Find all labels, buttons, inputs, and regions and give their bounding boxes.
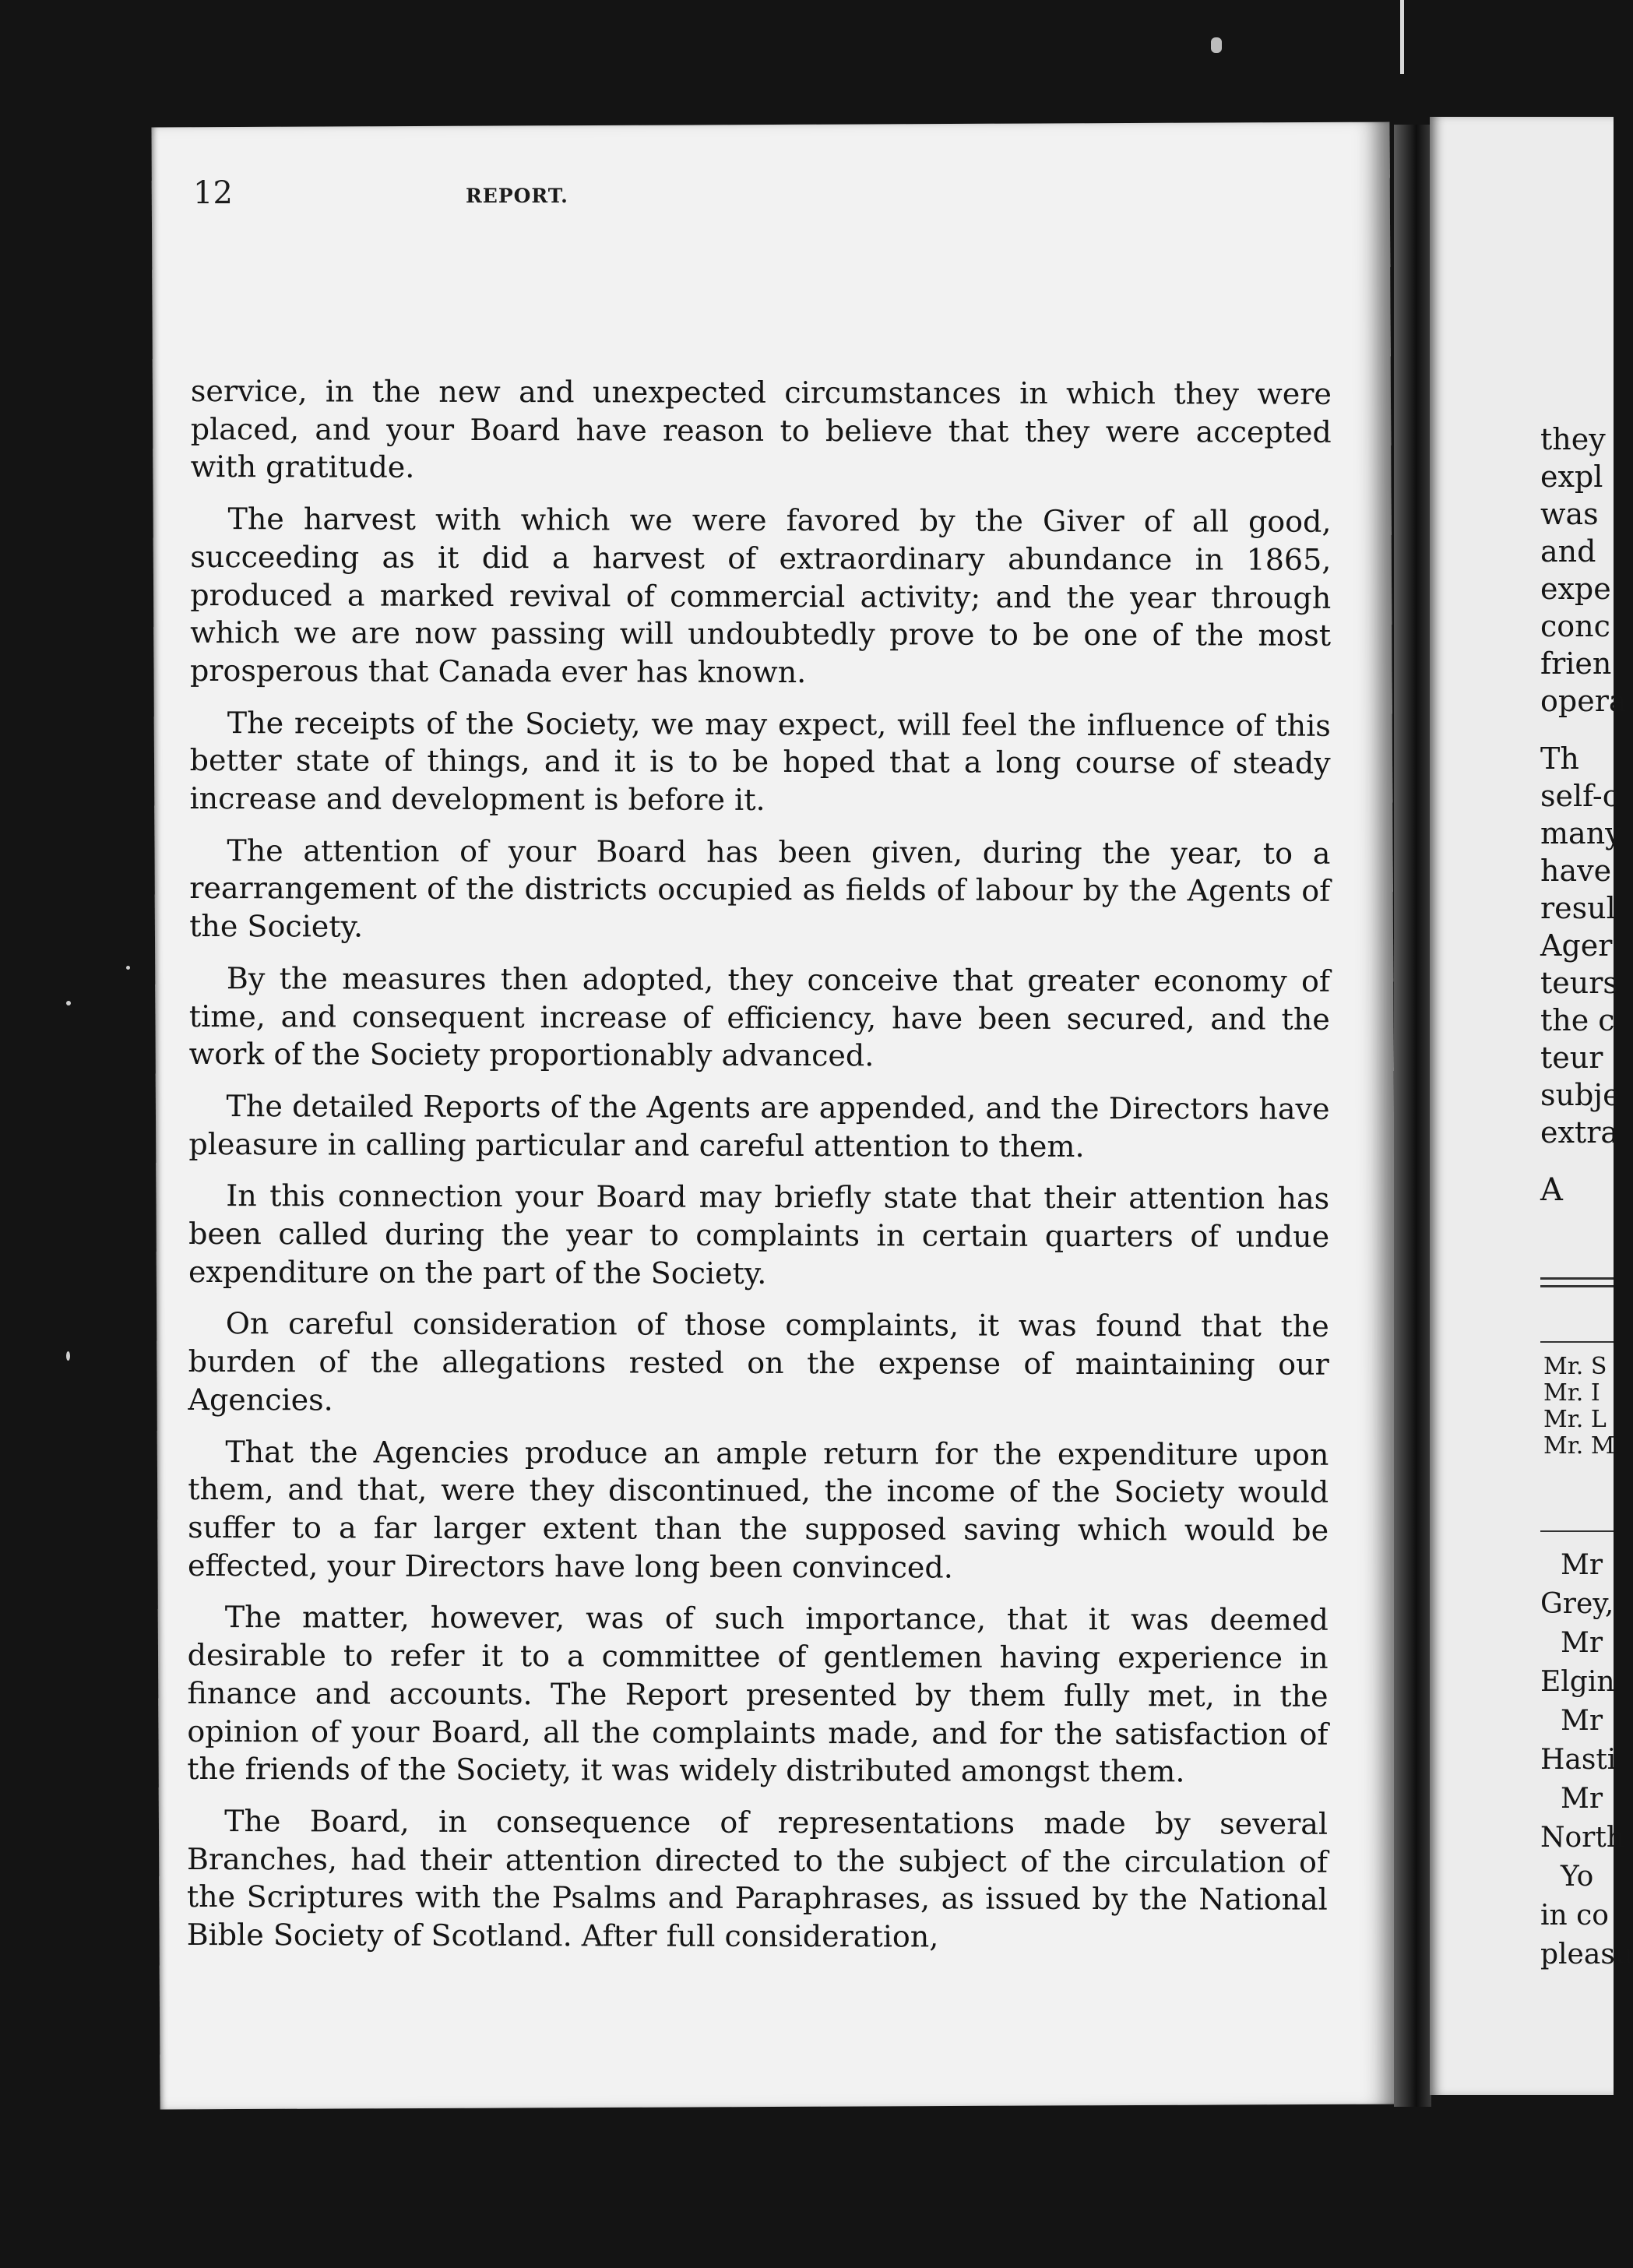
paragraph: That the Agencies produce an ample return for the expenditure upon them, and that, were they discontinued, the income of the Society would suffer to a far larger extent than the supposed saving which would be effected, your Directors have long been convinced.	[187, 1434, 1329, 1585]
right-line: and	[1540, 534, 1596, 569]
paragraph: The receipts of the Society, we may expect, will feel the influence of this better state of things, and it is to be hoped that a long course of steady increase and development is before it.	[189, 705, 1331, 817]
right-line: Elgin	[1540, 1666, 1615, 1698]
table-rule	[1540, 1285, 1614, 1287]
paragraph: On careful consideration of those complaints, it was found that the burden of the allegations rested on the expense of maintaining our Agencies.	[188, 1306, 1329, 1418]
right-heading: A	[1540, 1172, 1563, 1208]
paragraph: By the measures then adopted, they conceive that greater economy of time, and consequent increase of efficiency, have been secured, and the work of the Society proportionably advanced.	[188, 960, 1331, 1073]
right-line: Mr	[1561, 1783, 1603, 1815]
running-head: REPORT.	[466, 185, 568, 207]
right-line: North	[1540, 1822, 1625, 1854]
dust-speck	[66, 1351, 70, 1361]
table-rule	[1540, 1341, 1614, 1343]
right-line: was	[1540, 497, 1599, 531]
right-line: Hasti	[1540, 1744, 1617, 1776]
paragraph: The attention of your Board has been given, during the year, to a rearrangement of the districts occupied as fields of labour by the Agents of the Society.	[189, 833, 1331, 944]
page-number: 12	[193, 175, 233, 211]
list-item: Mr. S	[1543, 1353, 1607, 1380]
right-line: have	[1540, 854, 1612, 888]
right-line: Mr	[1561, 1549, 1603, 1581]
right-line: subje	[1540, 1078, 1621, 1112]
right-line: pleasu	[1540, 1939, 1633, 1970]
right-line: expe	[1540, 572, 1611, 606]
right-line: Grey,	[1540, 1588, 1614, 1620]
right-line: extra	[1540, 1115, 1619, 1150]
list-item: Mr. L	[1543, 1406, 1607, 1433]
paragraph: The matter, however, was of such importance, that it was deemed desirable to refer it to a committee of gentlemen having experience in finance and accounts. The Report presented by them fully met, in the opinion of your Board, all the complaints made, and for the satisfaction of the friends of the Society, it was widely distributed amongst them.	[187, 1600, 1329, 1789]
right-line: self-c	[1540, 779, 1619, 813]
table-rule	[1540, 1530, 1614, 1532]
body-text	[187, 372, 1332, 1971]
right-line: the c	[1540, 1003, 1615, 1037]
list-item: Mr. M	[1543, 1432, 1615, 1460]
book-gutter	[1394, 125, 1431, 2107]
right-line: Ager	[1540, 928, 1613, 963]
page-header	[193, 175, 1128, 222]
right-line: Mr	[1561, 1627, 1603, 1659]
list-item: Mr. I	[1543, 1379, 1600, 1407]
right-page-list	[1543, 1354, 1615, 1460]
right-line: in co	[1540, 1900, 1609, 1932]
paragraph: service, in the new and unexpected circumstances in which they were placed, and your Board have reason to believe that they were accepted with gratitude.	[190, 374, 1332, 485]
right-page-text	[1540, 421, 1627, 1209]
right-page-text-lower	[1540, 1546, 1633, 1974]
right-line: they	[1540, 422, 1606, 456]
paragraph: In this connection your Board may briefly state that their attention has been called during the year to complaints in certain quarters of undue expenditure on the part of the Society.	[188, 1178, 1330, 1291]
dust-speck	[1211, 37, 1222, 53]
right-line: Th	[1540, 741, 1579, 776]
right-line: conc	[1540, 609, 1610, 643]
right-line: Yo	[1561, 1861, 1594, 1893]
paragraph: The detailed Reports of the Agents are appended, and the Directors have pleasure in calling particular and careful attention to them.	[188, 1089, 1330, 1164]
paragraph: The Board, in consequence of representations made by several Branches, had their attention directed to the subject of the circulation of the Scriptures with the Psalms and Paraphrases, as issued by the National Bible Society of Scotland. After full consideration,	[186, 1804, 1329, 1954]
right-line: teurs	[1540, 966, 1618, 1000]
right-line: opera	[1540, 684, 1627, 718]
spine-mark	[1400, 0, 1404, 74]
right-line: expl	[1540, 460, 1603, 494]
paragraph: The harvest with which we were favored by the Giver of all good, succeeding as it did a harvest of extraordinary abundance in 1865, produced a marked revival of commercial activity; and the year through which we are now passing will undoubtedly prove to be one of the most prosperous that Canada ever has known.	[189, 502, 1332, 689]
right-line: many	[1540, 816, 1622, 850]
right-line: teur	[1540, 1041, 1603, 1075]
table-rule	[1540, 1277, 1614, 1280]
right-line: frien	[1540, 646, 1612, 681]
dust-speck	[66, 1001, 71, 1005]
right-line: resul	[1540, 891, 1616, 925]
right-line: Mr	[1561, 1705, 1603, 1737]
dust-speck	[126, 966, 130, 970]
